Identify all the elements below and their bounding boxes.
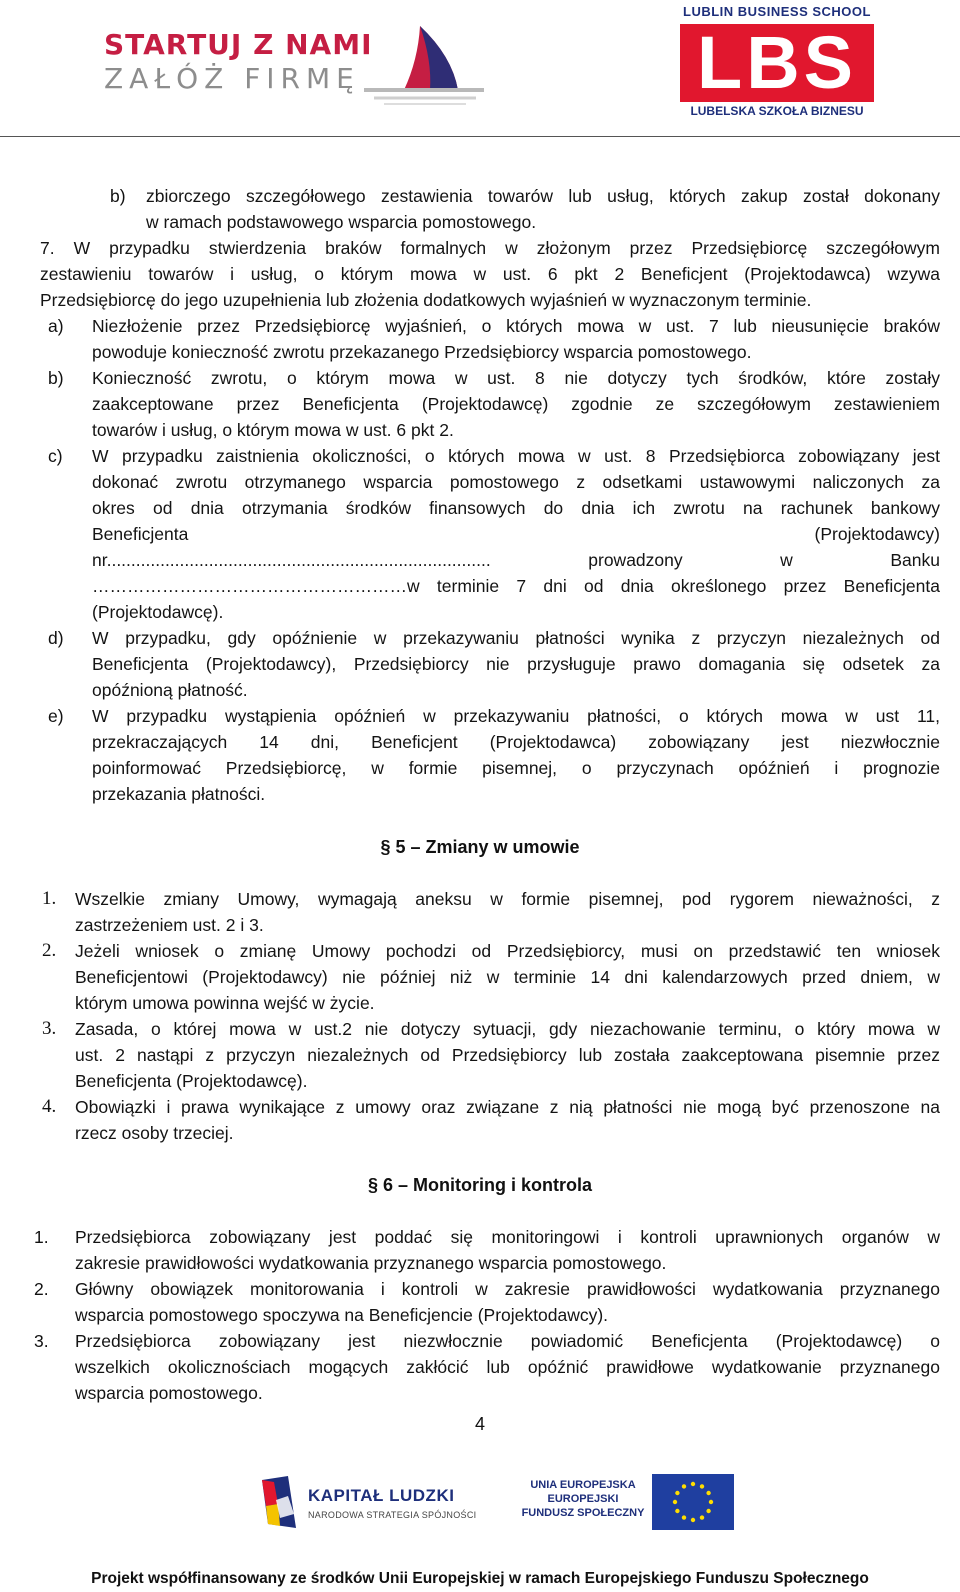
paragraph-line: Wszelkie zmiany Umowy, wymagają aneksu w formie pisemnej, pod rygorem nieważności, z [75, 889, 940, 909]
lbs-top-text: LUBLIN BUSINESS SCHOOL [683, 4, 871, 19]
paragraph-line: W przypadku wystąpienia opóźnień w przekazywaniu płatności, o których mowa w ust 11, [92, 706, 940, 726]
paragraph-line: powoduje konieczność zwrotu przekazanego Przedsiębiorcy wsparcia pomostowego. [92, 342, 752, 362]
list-label: c) [48, 446, 63, 466]
list-number: 3. [42, 1018, 57, 1039]
lbs-bottom-text: LUBELSKA SZKOŁA BIZNESU [690, 104, 864, 118]
paragraph-line: towarów i usług, o którym mowa w ust. 6 pkt 2. [92, 420, 454, 440]
sail-logo-icon [360, 20, 490, 105]
paragraph-line: rzecz osoby trzeciej. [75, 1123, 234, 1143]
list-number: 3. [34, 1331, 49, 1351]
list-number: 4. [42, 1096, 57, 1117]
paragraph-line: Zasada, o której mowa w ust.2 nie dotyczy sytuacji, gdy niezachowanie terminu, o który mowa w [75, 1019, 940, 1039]
paragraph-line: Przedsiębiorca zobowiązany jest niezwłocznie powiadomić Beneficjenta (Projektodawcę) o [75, 1331, 940, 1351]
paragraph-line: Niezłożenie przez Przedsiębiorcę wyjaśnień, o których mowa w ust. 7 lub nieusunięcie braków [92, 316, 940, 336]
list-label: b) [48, 368, 64, 388]
list-label: e) [48, 706, 64, 726]
paragraph-line: Konieczność zwrotu, o którym mowa w ust. 8 nie dotyczy tych środków, które zostały [92, 368, 940, 388]
list-number: 1. [34, 1227, 49, 1247]
list-number: 2. [42, 940, 57, 961]
eu-logo [520, 1470, 730, 1540]
section-heading-5: § 5 – Zmiany w umowie [380, 837, 580, 857]
paragraph-line: zaakceptowane przez Beneficjenta (Projektodawcę) zgodnie ze szczegółowym zestawieniem [92, 394, 940, 414]
eu-logo-text [520, 1478, 646, 1520]
paragraph-line: wsparcia pomostowego spoczywa na Beneficjencie (Projektodawcy). [75, 1305, 609, 1325]
list-number: 2. [34, 1279, 49, 1299]
page-number: 4 [474, 1414, 485, 1434]
paragraph-line: przekraczających 14 dni, Beneficjent (Projektodawca) zobowiązany jest niezwłocznie [92, 732, 940, 752]
paragraph-line: Beneficjenta (Projektodawcy), Przedsiębiorcy nie przysługuje prawo domagania się odsetek za [92, 654, 940, 674]
page-header [0, 0, 960, 138]
paragraph-line: 7. W przypadku stwierdzenia braków formalnych w złożonym przez Przedsiębiorcę szczegółowym [40, 238, 940, 258]
paragraph-line: przekazania płatności. [92, 784, 266, 804]
paragraph-line: zakresie prawidłowości wydatkowania przyznanego wsparcia pomostowego. [75, 1253, 667, 1273]
paragraph-line: opóźnioną płatność. [92, 680, 248, 700]
paragraph-line: ust. 2 nastąpi z przyczyn niezależnych od Przedsiębiorcy lub została zaakceptowana pisemnie przez [75, 1045, 940, 1065]
paragraph-line: w ramach podstawowego wsparcia pomostowego. [146, 212, 537, 232]
paragraph-line: którym umowa powinna wejść w życie. [75, 993, 375, 1013]
lbs-letters: LBS [697, 21, 857, 104]
paragraph-line: wszelkich okolicznościach mogących zakłócić lub opóźnić prawidłowe wydatkowanie przyznanego [75, 1357, 940, 1377]
paragraph-line: poinformować Przedsiębiorcę, w formie pisemnej, o przyczynach opóźnień i prognozie [92, 758, 940, 778]
kapital-ludzki-logo-icon [258, 1474, 300, 1530]
footer-cofinancing-text: Projekt współfinansowany ze środków Unii Europejskiej w ramach Europejskiego Funduszu Społecznego [91, 1570, 869, 1587]
paragraph-line: Beneficjenta (Projektodawcy) [92, 524, 940, 544]
eu-flag-icon [652, 1474, 734, 1530]
lbs-red-box [680, 21, 874, 104]
paragraph-line: (Projektodawcę). [92, 602, 224, 622]
list-label: a) [48, 316, 64, 336]
startuj-logo-text [104, 28, 373, 96]
paragraph-line: Obowiązki i prawa wynikające z umowy oraz związane z nią płatności nie mogą być przenoszone na [75, 1097, 940, 1117]
paragraph-line: wsparcia pomostowego. [75, 1383, 263, 1403]
paragraph-line: W przypadku, gdy opóźnienie w przekazywaniu płatności wynika z przyczyn niezależnych od [92, 628, 940, 648]
paragraph-line: Przedsiębiorca zobowiązany jest poddać się monitoringowi i kontroli uprawnionych organów w [75, 1227, 940, 1247]
paragraph-line: Jeżeli wniosek o zmianę Umowy pochodzi od Przedsiębiorcy, musi on przedstawić ten wniosek [75, 941, 940, 961]
list-number: 1. [42, 888, 57, 909]
list-label: d) [48, 628, 64, 648]
brand-line-2: ZAŁÓŻ FIRMĘ [104, 62, 360, 95]
header-divider [0, 136, 960, 137]
paragraph-line: nr............................................................................... prowadzony w Banku [92, 550, 940, 570]
paragraph-line: ………………………………………………w terminie 7 dni od dnia określonego przez Beneficjenta [92, 576, 940, 596]
kapital-ludzki-title: KAPITAŁ LUDZKI [308, 1486, 455, 1505]
brand-line-1: STARTUJ Z NAMI [104, 28, 373, 61]
eu-line-1: UNIA EUROPEJSKA [530, 1479, 636, 1491]
section-heading-6: § 6 – Monitoring i kontrola [367, 1175, 592, 1195]
footer-logos [0, 1466, 960, 1556]
eu-line-2: EUROPEJSKI [547, 1493, 619, 1505]
paragraph-line: dokonać zwrotu otrzymanego wsparcia pomostowego z odsetkami ustawowymi naliczonych za [92, 472, 940, 492]
paragraph-line: Główny obowiązek monitorowania i kontroli w zakresie prawidłowości wydatkowania przyznanego [75, 1279, 940, 1299]
eu-line-3: FUNDUSZ SPOŁECZNY [521, 1507, 645, 1519]
paragraph-line: zestawieniu towarów i usług, o którym mowa w ust. 6 pkt 2 Beneficjent (Projektodawca) wzywa [40, 264, 940, 284]
paragraph-line: zbiorczego szczegółowego zestawienia towarów lub usług, których zakup został dokonany [146, 186, 940, 206]
paragraph-line: Przedsiębiorcę do jego uzupełnienia lub złożenia dodatkowych wyjaśnień w wyznaczonym terminie. [40, 290, 812, 310]
lbs-logo [678, 4, 876, 122]
paragraph-line: Beneficjentowi (Projektodawcy) nie później niż w terminie 14 dni kalendarzowych przed dniem, w [75, 967, 940, 987]
paragraph-line: Beneficjenta (Projektodawcę). [75, 1071, 308, 1091]
paragraph-line: zastrzeżeniem ust. 2 i 3. [75, 915, 264, 935]
paragraph-line: okres od dnia otrzymania środków finansowych do dnia ich zwrotu na rachunek bankowy [92, 498, 940, 518]
paragraph-line: W przypadku zaistnienia okoliczności, o których mowa w ust. 8 Przedsiębiorca zobowiązany jest [92, 446, 940, 466]
list-label: b) [110, 186, 126, 206]
kapital-ludzki-subtitle: NARODOWA STRATEGIA SPÓJNOŚCI [308, 1510, 477, 1520]
